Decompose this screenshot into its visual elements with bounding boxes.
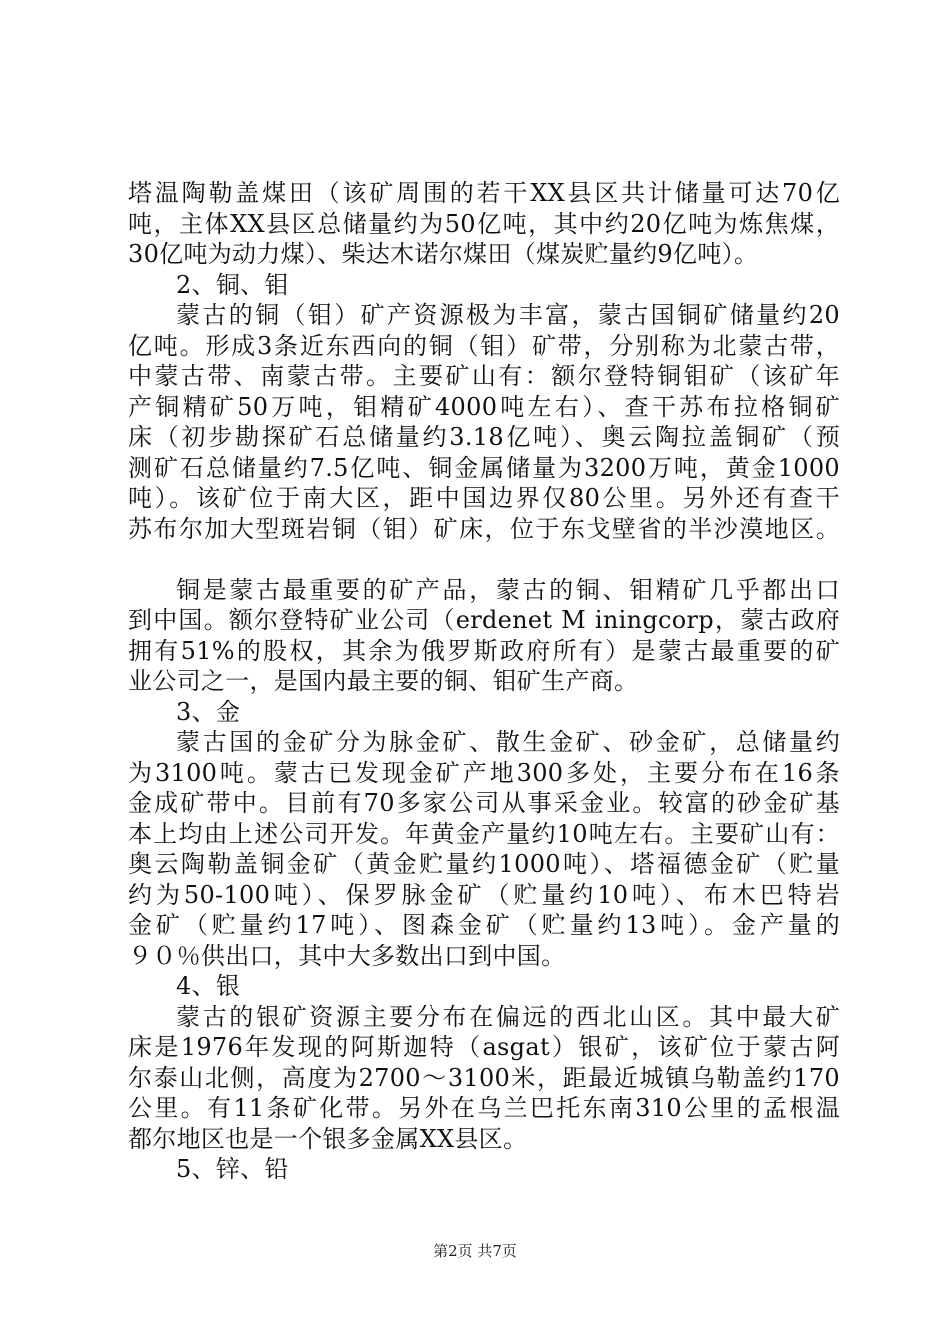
page-number-label: 第2页 共7页 <box>433 1242 517 1260</box>
text-line: 3、金 <box>176 697 241 726</box>
text-line: 为3100吨。蒙古已发现金矿产地300多处，主要分布在16条 <box>128 758 840 787</box>
text-line: 产铜精矿50万吨，钼精矿4000吨左右）、查干苏布拉格铜矿 <box>128 392 840 421</box>
text-line: 铜是蒙古最重要的矿产品，蒙古的铜、钼精矿几乎都出口 <box>176 575 840 604</box>
text-line: 蒙古国的金矿分为脉金矿、散生金矿、砂金矿，总储量约 <box>176 728 840 756</box>
document-body <box>128 178 840 1185</box>
text-line: 5、锌、铅 <box>176 1155 289 1183</box>
text-line: 床是1976年发现的阿斯迦特（asgat）银矿，该矿位于蒙古阿 <box>128 1033 840 1061</box>
text-line: ９０％供出口，其中大多数出口到中国。 <box>128 941 566 970</box>
text-line: 2、铜、钼 <box>176 270 289 299</box>
text-line: 都尔地区也是一个银多金属XX县区。 <box>128 1124 528 1153</box>
text-line: 中蒙古带、南蒙古带。主要矿山有：额尔登特铜钼矿（该矿年 <box>128 362 840 390</box>
text-line: 尔泰山北侧，高度为2700～3100米，距最近城镇乌勒盖约170 <box>128 1063 840 1092</box>
text-line: 床（初步勘探矿石总储量约3.18亿吨）、奥云陶拉盖铜矿（预 <box>128 423 840 451</box>
text-line: 金矿（贮量约17吨）、图森金矿（贮量约13吨）。金产量的 <box>128 911 840 939</box>
text-line: 蒙古的铜（钼）矿产资源极为丰富，蒙古国铜矿储量约20 <box>176 301 840 329</box>
text-line: 奥云陶勒盖铜金矿（黄金贮量约1000吨）、塔福德金矿（贮量 <box>128 850 840 878</box>
text-line: 拥有51%的股权，其余为俄罗斯政府所有）是蒙古最重要的矿 <box>128 636 840 665</box>
text-line: 约为50-100吨）、保罗脉金矿（贮量约10吨）、布木巴特岩 <box>128 880 840 909</box>
text-line: 测矿石总储量约7.5亿吨、铜金属储量为3200万吨，黄金1000 <box>128 453 840 482</box>
text-line: 金成矿带中。目前有70多家公司从事采金业。较富的砂金矿基 <box>128 789 840 817</box>
text-line: 公里。有11条矿化带。另外在乌兰巴托东南310公里的孟根温 <box>128 1094 840 1122</box>
text-line: 蒙古的银矿资源主要分布在偏远的西北山区。其中最大矿 <box>176 1002 840 1031</box>
text-line: 到中国。额尔登特矿业公司（erdenet M iningcorp，蒙古政府 <box>128 606 840 634</box>
text-line: 业公司之一，是国内最主要的铜、钼矿生产商。 <box>128 667 639 695</box>
text-line: 吨，主体XX县区总储量约为50亿吨，其中约20亿吨为炼焦煤， <box>128 209 840 238</box>
text-line: 4、银 <box>176 972 241 1000</box>
text-line: 亿吨。形成3条近东西向的铜（钼）矿带，分别称为北蒙古带， <box>128 331 840 360</box>
text-line: 30亿吨为动力煤）、柴达木诺尔煤田（煤炭贮量约9亿吨）。 <box>128 240 759 268</box>
text-line: 苏布尔加大型斑岩铜（钼）矿床，位于东戈壁省的半沙漠地区。 <box>128 514 840 543</box>
page-footer <box>0 1240 950 1261</box>
blank-line <box>128 544 840 575</box>
text-line: 本上均由上述公司开发。年黄金产量约10吨左右。主要矿山有： <box>128 819 840 848</box>
text-line: 吨）。该矿位于南大区，距中国边界仅80公里。另外还有查干 <box>128 484 840 512</box>
text-line: 塔温陶勒盖煤田（该矿周围的若干XX县区共计储量可达70亿 <box>128 179 840 207</box>
